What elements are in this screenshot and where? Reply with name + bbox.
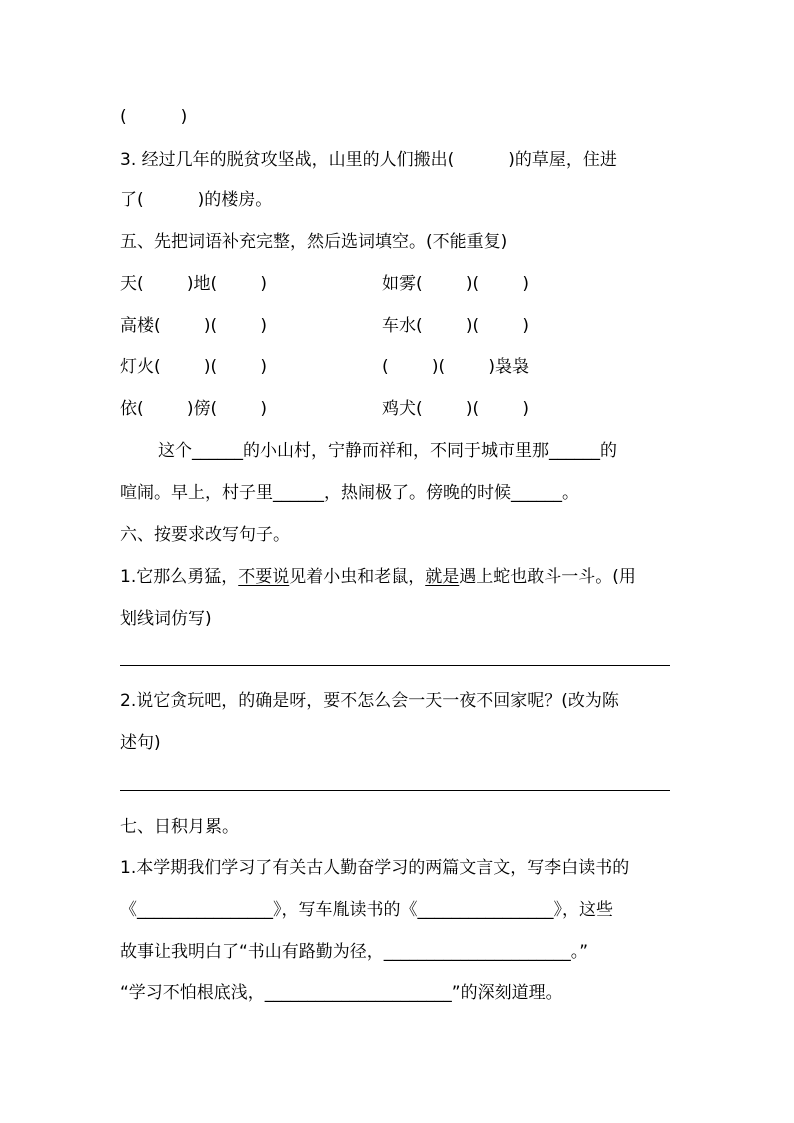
question-3-line1: 3. 经过几年的脱贫攻坚战，山里的人们搬出( )的草屋，住进: [120, 150, 617, 170]
sentence-1-mid: 见着小虫和老鼠，: [289, 567, 426, 587]
sentence-2-line1: 2.说它贪玩吧，的确是呀，要不怎么会一天一夜不回家呢？(改为陈: [120, 691, 619, 711]
word-item-1: 天( )地( ): [120, 274, 267, 294]
answer-line-2: [120, 790, 670, 791]
section-6-title: 六、按要求改写句子。: [120, 525, 290, 545]
word-item-6: ( )( )袅袅: [382, 357, 529, 377]
sentence-1-line1: [120, 566, 636, 588]
sentence-1-underline-2: 就是: [425, 567, 460, 587]
sentence-1-underline-1: 不要说: [238, 567, 290, 587]
answer-line-1: [120, 665, 670, 666]
fill-paragraph-line1: 这个______的小山村，宁静而祥和，不同于城市里那______的: [158, 441, 617, 461]
sentence-1-line2: 划线词仿写): [120, 609, 212, 629]
word-item-4: 车水( )( ): [382, 316, 529, 336]
sentence-1-pre: 1.它那么勇猛，: [120, 567, 239, 587]
word-item-5: 灯火( )( ): [120, 357, 267, 377]
word-item-3: 高楼( )( ): [120, 316, 267, 336]
recall-1-line3: 故事让我明白了“书山有路勤为径，______________________。”: [120, 942, 589, 962]
sentence-2-line2: 述句): [120, 733, 161, 753]
word-item-8: 鸡犬( )( ): [382, 399, 529, 419]
recall-1-line1: 1.本学期我们学习了有关古人勤奋学习的两篇文言文，写李白读书的: [120, 858, 630, 878]
section-7-title: 七、日积月累。: [120, 817, 239, 837]
section-5-title: 五、先把词语补充完整，然后选词填空。(不能重复): [120, 232, 508, 252]
word-item-2: 如雾( )( ): [382, 274, 529, 294]
recall-1-line2: 《________________》，写车胤读书的《________________》，这些: [120, 900, 613, 920]
fill-paragraph-line2: 喧闹。早上，村子里______，热闹极了。傍晚的时候______。: [120, 483, 579, 503]
answer-paren-top: ( ): [120, 107, 188, 127]
word-item-7: 依( )傍( ): [120, 399, 267, 419]
recall-1-line4: “学习不怕根底浅，______________________”的深刻道理。: [120, 983, 563, 1003]
question-3-line2: 了( )的楼房。: [120, 190, 273, 210]
sentence-1-post: 遇上蛇也敢斗一斗。(用: [459, 567, 636, 587]
